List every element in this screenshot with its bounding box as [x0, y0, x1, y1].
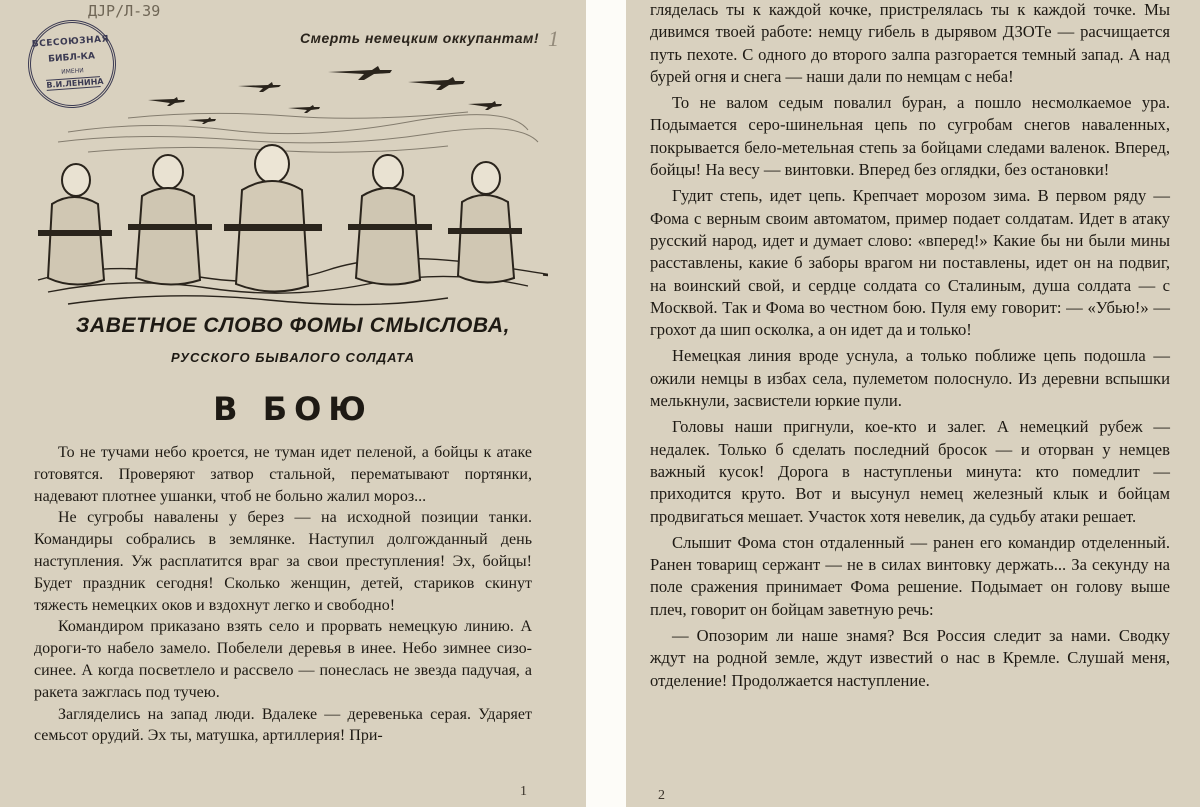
story-subtitle: РУССКОГО БЫВАЛОГО СОЛДАТА — [171, 350, 415, 365]
paragraph: Гудит степь, идет цепь. Крепчает морозом зима. В первом ряду — Фома с верным своим автоматом, пример подает солдатам. Идет в атаку русский народ, идет и думает слово: «вперед!» Какие бы ни были мины расставлены, какие б заборы врагом ни поставлены, идет он на подвиг, на воинский свой, и сердце солдата со Сталиным, душа солдата — с Москвой. Так и Фома во честном бою. Пуля ему говорит: — «Убью!» — грохот да шип осколка, а он идет да и только! — [650, 186, 1170, 340]
paragraph: Не сугробы навалены у берез — на исходной позиции танки. Командиры собрались в землянке. Наступил долгожданный день наступления. Уж расплатится враг за свои преступления! Эх, бойцы! Будет праздник сегодня! Сколько женщин, детей, стариков скинут тяжесть немецких оков и вздохнут легко и свободно! — [34, 509, 532, 614]
soldiers-illustration — [28, 60, 548, 308]
paragraph: — Опозорим ли наше знамя? Вся Россия следит за нами. Сводку ждут на родной земле, ждут известий о нас в Кремле. Слушай меня, отделение! Продолжается наступление. — [650, 626, 1170, 690]
page-gutter — [586, 0, 626, 807]
paragraph: гляделась ты к каждой кочке, пристрелялась ты к каждой точке. Мы дивимся твоей работе: немцу гибель в дырявом ДЗОТе — расчищается путь пехоте. С одного до второго залпа разгорается темный запад. А над бурей огня и снега — наши дали по немцам с неба! — [650, 0, 1170, 86]
sky-hatching — [58, 112, 538, 152]
archive-code: ДJР/Л-39 — [88, 2, 161, 20]
paragraph: Командиром приказано взять село и прорвать немецкую линию. А дороги-то набело замело. Побелели деревья в инее. Небо зимнее сизо-синее. А когда посветлело и рассвело — понеслась не звезда падучая, а ракета зажглась под тучею. — [34, 618, 532, 701]
chapter-heading: В БОЮ — [213, 390, 373, 428]
stamp-line-1: ВСЕСОЮЗНАЯ — [31, 34, 110, 50]
stamp-line-2: БИБЛ-КА — [47, 51, 96, 65]
right-body-text — [650, 0, 1170, 696]
pencil-page-number: 1 — [548, 26, 559, 51]
paragraph: Загляделись на запад люди. Вдалеке — деревенька серая. Ударяет семьсот орудий. Эх ты, матушка, артиллерия! При- — [34, 705, 532, 745]
soldier-figures — [38, 145, 522, 292]
paragraph: То не валом седым повалил буран, а пошло несмолкаемое ура. Подымается серо-шинельная цепь по сугробам снегов наваленных, покрывается бело-метельная степь за бойцами следами валенок. Вперед, бойцы! На весу — винтовки. Вперед без оглядки, без остановки! — [650, 93, 1170, 180]
story-title: ЗАВЕТНОЕ СЛОВО ФОМЫ СМЫСЛОВА, — [75, 314, 511, 337]
page-number: 2 — [658, 788, 665, 803]
planes — [148, 66, 502, 124]
left-page — [0, 0, 586, 807]
left-body-text — [34, 442, 532, 747]
paragraph: То не тучами небо кроется, не туман идет пеленой, а бойцы к атаке готовятся. Проверяют затвор стальной, перематывают портянки, надевают плотнее ушанки, чтоб не больно жалил мороз... — [34, 444, 532, 505]
stamp-line-4: В.И.ЛЕНИНА — [46, 76, 104, 90]
slogan: Смерть немецким оккупантам! — [300, 30, 540, 46]
page-number: 1 — [520, 784, 527, 799]
paragraph: Немецкая линия вроде уснула, а только поближе цепь подошла — ожили немцы в избах села, пулеметом полоснуло. Из деревни вспышки мелькнули, засвистели юркие пули. — [650, 346, 1170, 411]
stamp-line-3: ИМЕНИ — [61, 67, 84, 76]
paragraph: Головы наши пригнули, кое-кто и залег. А немецкий рубеж — недалек. Только б сделать последний бросок — и оторван у немцев важный кусок! Дорога в наступленьи минута: кто помедлит — приходится круто. Вот и высунул немец железный клык и бойцам продвигаться мешает. Участок хотя невелик, да судьбу атаки решает. — [650, 417, 1170, 526]
right-page — [626, 0, 1200, 807]
paragraph: Слышит Фома стон отдаленный — ранен его командир отделенный. Ранен товарищ сержант — не в силах винтовку держать... За секунду на поле сражения принимает Фома решение. Подымает он голову выше плеч, говорит он бойцам заветную речь: — [650, 532, 1170, 619]
